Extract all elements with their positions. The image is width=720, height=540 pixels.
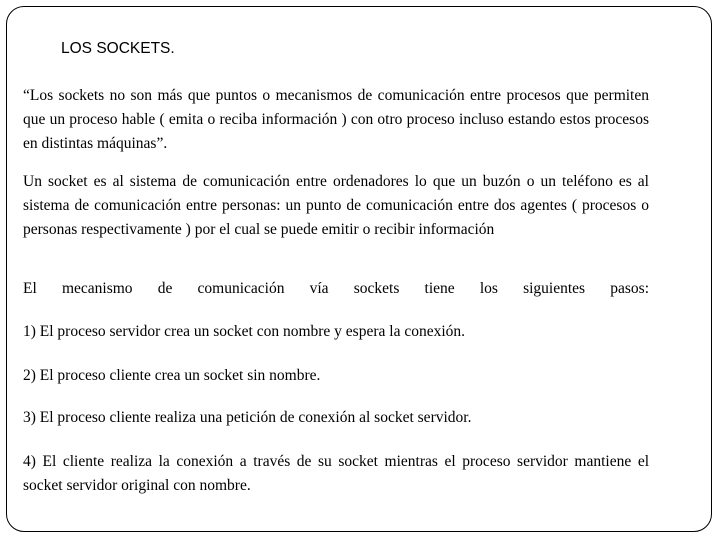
- analogy-paragraph: Un socket es al sistema de comunicación entre ordenadores lo que un buzón o un teléfono es al sistema de comunicación entre personas: un punto de comunicación entre dos agentes ( procesos o personas respectivamente ) por el cual se puede emitir o recibir información: [23, 173, 649, 238]
- definition-quote: “Los sockets no son más que puntos o mecanismos de comunicación entre procesos que permiten que un proceso hable ( emita o reciba información ) con otro proceso incluso estando estos procesos en distintas máquinas”.: [23, 87, 649, 152]
- steps-intro: El mecanismo de comunicación vía sockets tiene los siguientes pasos:: [23, 280, 649, 297]
- step-3: 3) El proceso cliente realiza una petición de conexión al socket servidor.: [23, 409, 472, 426]
- step-1: 1) El proceso servidor crea un socket con nombre y espera la conexión.: [23, 323, 466, 340]
- step-4: 4) El cliente realiza la conexión a través de su socket mientras el proceso servidor mantiene el socket servidor original con nombre.: [23, 453, 649, 494]
- slide-title: LOS SOCKETS.: [61, 40, 175, 57]
- step-2: 2) El proceso cliente crea un socket sin nombre.: [23, 367, 321, 384]
